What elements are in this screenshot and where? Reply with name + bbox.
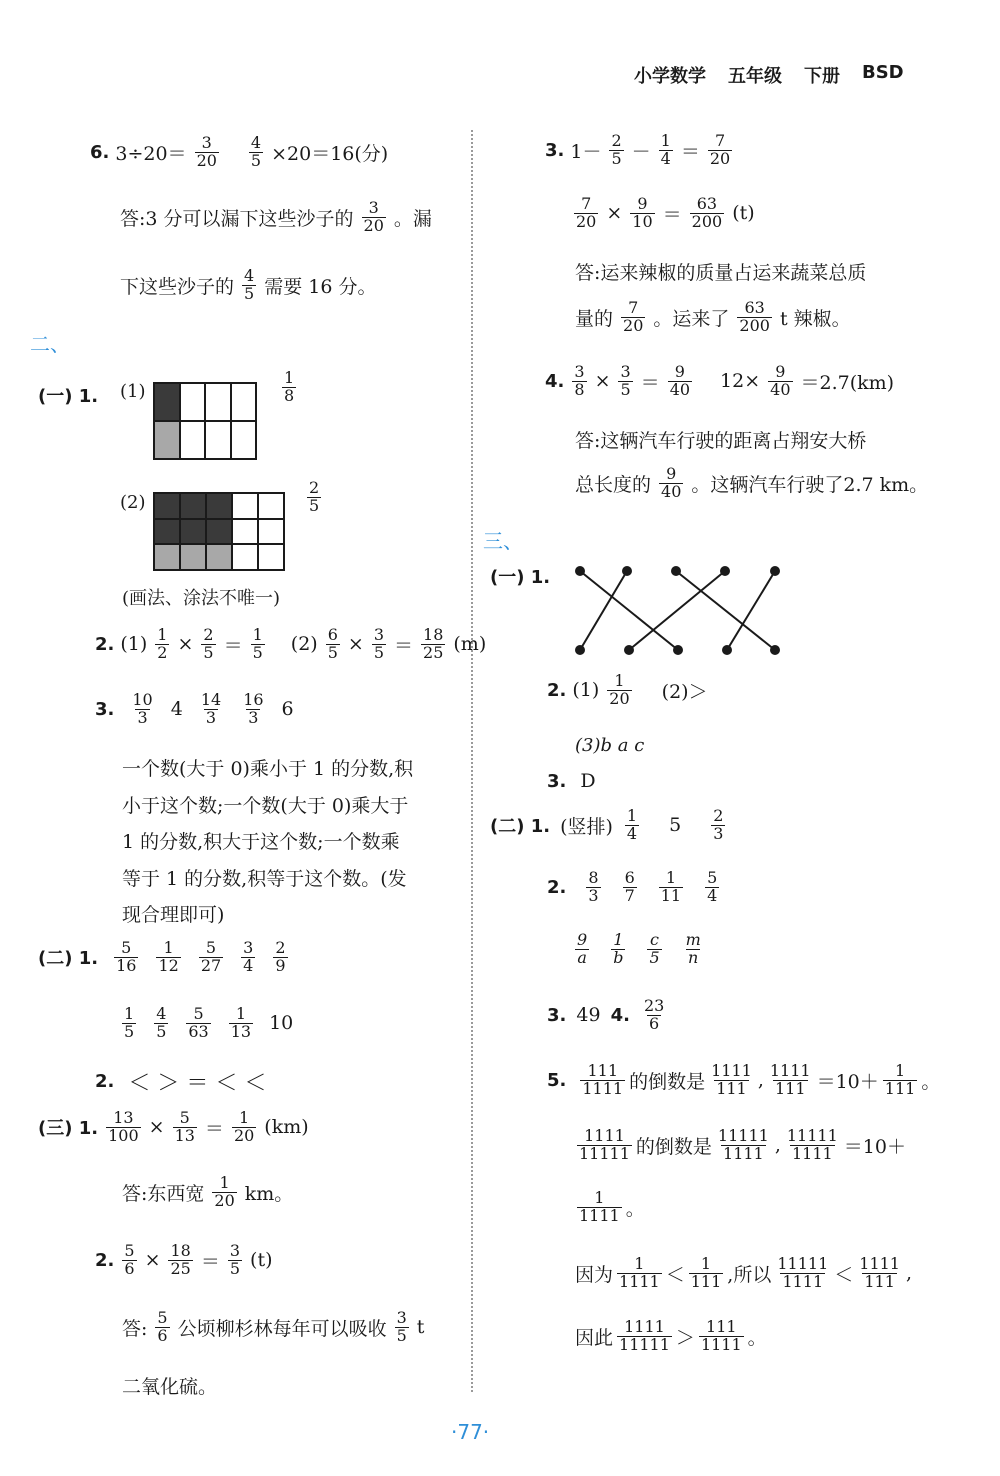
fraction: $\frac{9}{40}$ [770, 362, 791, 399]
text: ,所以 [727, 1263, 772, 1286]
text: ＝10＋ [843, 1135, 906, 1158]
fraction: $\frac{11111}{1111}$ [717, 1126, 769, 1163]
value: 6 [281, 698, 294, 721]
right-p2-q5-line1 [547, 1063, 940, 1098]
fraction: $\frac{7}{20}$ [709, 131, 731, 168]
answer-text: 答: [122, 1317, 148, 1340]
left-p1-sub1: (1) [120, 381, 146, 402]
fraction: $\frac{3}{5}$ [396, 1308, 407, 1345]
left-p2-row2 [120, 1006, 293, 1041]
fraction: $\frac{1111}{11111}$ [619, 1317, 670, 1354]
fraction: $\frac{3}{4}$ [243, 938, 254, 975]
text: ＝10＋ [816, 1070, 879, 1093]
right-q4-line1: 4. $\frac{3}{8}$ × $\frac{3}{5}$ ＝ $\frac{9}{40}$ 12× $\frac{9}{40}$ ＝2.7(km) [545, 362, 895, 399]
right-q3-line2: $\frac{7}{20}$ × $\frac{9}{10}$ ＝ $\frac{63}{200}$ (t) [576, 194, 755, 231]
note: (竖排) [560, 815, 613, 838]
expr: ＝2.7(km) [800, 371, 895, 394]
value: 49 [576, 1004, 601, 1027]
expr: 1－ [570, 140, 602, 163]
fraction: $\frac{c}{5}$ [649, 930, 660, 967]
q3-explanation-line: 现合理即可) [122, 904, 225, 926]
comparison-signs: ＜ ＞ ＝ ＜ ＜ [128, 1071, 267, 1096]
fraction: $\frac{2}{5}$ [203, 625, 214, 662]
unit: (t) [732, 202, 755, 225]
fraction: $\frac{23}{6}$ [643, 996, 665, 1033]
fraction: $\frac{18}{25}$ [170, 1241, 191, 1278]
q6-expr2: ×20＝16(分) [271, 142, 389, 165]
right-p1-q2c: (3)b a c [575, 735, 645, 756]
left-p3-q2-answer2: 二氧化硫。 [122, 1376, 218, 1398]
value: 5 [669, 814, 682, 837]
answer-text: t [416, 1316, 425, 1339]
fraction: $\frac{6}{5}$ [327, 625, 338, 662]
fraction: $\frac{1111}{111}$ [711, 1061, 752, 1098]
q6-expr1: 3÷20＝ [115, 142, 187, 165]
left-q6-line1 [90, 135, 388, 170]
header-edition: BSD [862, 62, 904, 83]
answer-text: 答:3 分可以漏下这些沙子的 [120, 207, 354, 230]
fraction: $\frac{1}{20}$ [609, 671, 630, 708]
answer-text: 总长度的 [575, 473, 652, 496]
text: , [774, 1134, 781, 1157]
fraction: $\frac{5}{16}$ [116, 938, 137, 975]
fraction: $\frac{111}{1111}$ [700, 1317, 742, 1354]
answer-text: km。 [244, 1182, 294, 1205]
text: , [905, 1262, 913, 1285]
fraction: $\frac{10}{3}$ [132, 690, 153, 727]
fraction: $\frac{7}{20}$ [623, 298, 644, 335]
text: ＜ [665, 1263, 685, 1286]
fraction: $\frac{3}{20}$ [363, 198, 384, 235]
fraction: $\frac{5}{4}$ [707, 868, 718, 905]
fraction: $\frac{9}{10}$ [632, 194, 653, 231]
fraction: $\frac{1}{111}$ [884, 1061, 916, 1098]
q3-label: 3. [95, 698, 115, 720]
drawing-note: (画法、涂法不唯一) [122, 588, 281, 609]
fraction: $\frac{5}{6}$ [157, 1308, 168, 1345]
p3-label: (三) 1. [38, 1118, 99, 1140]
grid-figure-1 [153, 382, 257, 460]
fraction: $\frac{1}{20}$ [214, 1173, 235, 1210]
q3-explanation-line: 1 的分数,积大于这个数;一个数乘 [122, 831, 400, 853]
q2-label: 2. [95, 633, 115, 655]
fraction: $\frac{1}{4}$ [626, 806, 638, 843]
header-subject: 小学数学 [634, 66, 706, 87]
right-p1-q2 [547, 673, 708, 708]
fraction: $\frac{1}{2}$ [157, 625, 168, 662]
section-three-heading: 三、 [483, 529, 523, 553]
q3-label: 3. [547, 770, 567, 792]
fraction: $\frac{m}{n}$ [685, 930, 701, 967]
fraction: $\frac{5}{63}$ [188, 1004, 209, 1041]
fraction: $\frac{5}{27}$ [200, 938, 222, 975]
right-p2-q5-line5 [575, 1319, 767, 1354]
page-number: ·77· [451, 1420, 490, 1444]
left-p3-answer [122, 1175, 293, 1210]
fraction: $\frac{3}{5}$ [229, 1241, 241, 1278]
text: 的倒数是 [629, 1070, 706, 1093]
answer-text: 。这辆汽车行驶了2.7 km。 [691, 473, 929, 496]
fraction: $\frac{9}{40}$ [661, 464, 682, 501]
right-p1-label: (一) 1. [490, 567, 551, 588]
fraction: $\frac{1}{1111}$ [619, 1254, 660, 1291]
text: 。 [747, 1326, 767, 1349]
left-p3-q2: 2. $\frac{5}{6}$ × $\frac{18}{25}$ ＝ $\frac{3}{5}$ (t) [95, 1241, 273, 1278]
fraction: $\frac{2}{3}$ [713, 806, 724, 843]
right-q4-answer1: 答:这辆汽车行驶的距离占翔安大桥 [575, 430, 867, 452]
header-volume: 下册 [804, 66, 840, 87]
fraction-2-5: $\frac{2}{5}$ [309, 478, 320, 515]
unit: (m) [453, 633, 487, 656]
text: ＜ [834, 1263, 854, 1286]
left-q2: 2. (1) $\frac{1}{2}$ × $\frac{2}{5}$ ＝ $\frac{1}{5}$ (2) $\frac{6}{5}$ × $\frac{3}{5}$ ＝ $\frac{18}{25}$ (m) [95, 625, 487, 662]
sub-b: (2) [290, 633, 318, 656]
fraction: $\frac{5}{13}$ [174, 1108, 195, 1145]
q2-label: 2. [95, 1071, 115, 1092]
answer-text: t 辣椒。 [779, 307, 851, 330]
page-header [634, 62, 904, 88]
fraction: $\frac{4}{5}$ [244, 266, 255, 303]
q6-label: 6. [90, 141, 110, 163]
left-q3 [95, 692, 294, 727]
q2-label: 2. [95, 1249, 115, 1271]
q4-label: 4. [610, 1004, 630, 1026]
fraction: $\frac{3}{20}$ [196, 133, 217, 170]
fraction: $\frac{1111}{111}$ [859, 1254, 900, 1291]
fraction: $\frac{3}{8}$ [574, 362, 585, 399]
fraction: $\frac{9}{40}$ [669, 362, 691, 399]
fraction: $\frac{1}{12}$ [158, 938, 179, 975]
answer-text: 量的 [575, 307, 614, 330]
sub-a: (1) [572, 679, 600, 702]
q5-label: 5. [547, 1069, 567, 1091]
text: 。 [921, 1070, 941, 1093]
expr: 12× [720, 370, 761, 393]
q2-label: 2. [547, 876, 567, 898]
q4-label: 4. [545, 370, 565, 392]
q2-label: 2. [547, 679, 567, 701]
q3-explanation-line: 小于这个数;一个数(大于 0)乘大于 [122, 795, 409, 817]
fraction: $\frac{2}{9}$ [275, 938, 286, 975]
fraction: $\frac{1}{5}$ [124, 1004, 135, 1041]
left-q6-answer2 [120, 268, 376, 303]
header-grade: 五年级 [728, 66, 782, 87]
unit: (t) [250, 1249, 273, 1272]
answer-text: 下这些沙子的 [120, 275, 235, 298]
left-p3-q2-answer [122, 1310, 424, 1345]
fraction: $\frac{16}{3}$ [243, 690, 264, 727]
fraction: $\frac{1}{11}$ [660, 868, 682, 905]
answer-choice: D [580, 770, 596, 792]
q3-explanation-line: 等于 1 的分数,积等于这个数。(发 [122, 868, 407, 890]
left-p1-sub2: (2) [120, 492, 146, 513]
fraction: $\frac{3}{5}$ [373, 625, 385, 662]
left-q6-answer1 [120, 200, 432, 235]
fraction: $\frac{1}{b}$ [613, 930, 624, 967]
fraction: $\frac{1}{1111}$ [579, 1188, 620, 1225]
p2-label: (二) 1. [38, 948, 99, 970]
q3-label: 3. [547, 1004, 567, 1026]
fraction: $\frac{4}{5}$ [156, 1004, 167, 1041]
fraction: $\frac{18}{25}$ [423, 625, 444, 662]
fraction: $\frac{5}{6}$ [124, 1241, 135, 1278]
text: 的倒数是 [635, 1135, 712, 1158]
column-divider [471, 130, 473, 1392]
text: , [757, 1069, 764, 1092]
fraction: $\frac{11111}{1111}$ [786, 1126, 838, 1163]
fraction: $\frac{2}{5}$ [611, 131, 622, 168]
right-p2-q5-line3 [575, 1190, 645, 1225]
right-p2-q2-row1 [547, 870, 721, 905]
value: 10 [269, 1012, 294, 1035]
left-p1-label: (一) 1. [38, 386, 99, 407]
right-p1-q3 [547, 770, 596, 792]
q3-explanation-line: 一个数(大于 0)乘小于 1 的分数,积 [122, 758, 414, 780]
fraction-1-8: $\frac{1}{8}$ [284, 368, 295, 405]
value: 4 [170, 698, 183, 721]
fraction: $\frac{63}{200}$ [691, 194, 723, 231]
answer-text: 。漏 [393, 207, 432, 230]
right-q4-answer2 [575, 466, 928, 501]
unit: (km) [264, 1116, 309, 1139]
right-q3-answer1: 答:运来辣椒的质量占运来蔬菜总质 [575, 262, 867, 284]
text: 因此 [575, 1326, 614, 1349]
right-p2-q3q4 [547, 998, 668, 1033]
left-p2-q2 [95, 1066, 266, 1097]
grid-figure-2 [153, 492, 285, 571]
fraction: $\frac{4}{5}$ [250, 133, 262, 170]
right-q3-answer2 [575, 300, 851, 335]
right-p2-q5-line4 [575, 1256, 912, 1291]
fraction: $\frac{1111}{11111}$ [579, 1126, 630, 1163]
matching-diagram [570, 560, 790, 660]
fraction: $\frac{1}{20}$ [233, 1108, 255, 1145]
sub-a: (1) [120, 633, 148, 656]
fraction: $\frac{9}{a}$ [577, 930, 588, 967]
p2-label: (二) 1. [490, 816, 551, 838]
fraction: $\frac{6}{7}$ [624, 868, 635, 905]
right-p2-q1 [490, 808, 727, 843]
fraction: $\frac{111}{1111}$ [582, 1061, 624, 1098]
right-p2-q2-row2 [573, 932, 705, 967]
text: 因为 [575, 1263, 614, 1286]
fraction: $\frac{1111}{111}$ [769, 1061, 811, 1098]
fraction: $\frac{11111}{1111}$ [777, 1254, 829, 1291]
q3-label: 3. [545, 139, 565, 161]
answer-text: 需要 16 分。 [264, 275, 377, 298]
fraction: $\frac{3}{5}$ [620, 362, 631, 399]
right-p2-q5-line2 [575, 1128, 906, 1163]
sub-b: (2)＞ [661, 680, 708, 703]
left-p3-q1: (三) 1. $\frac{13}{100}$ × $\frac{5}{13}$ ＝ $\frac{1}{20}$ (km) [38, 1108, 309, 1145]
answer-text: 答:东西宽 [122, 1182, 205, 1205]
fraction: $\frac{1}{111}$ [690, 1254, 722, 1291]
fraction: $\frac{1}{13}$ [230, 1004, 252, 1041]
section-two-heading: 二、 [30, 332, 70, 356]
text: 。 [625, 1197, 645, 1220]
answer-text: 。运来了 [653, 307, 730, 330]
fraction: $\frac{8}{3}$ [588, 868, 599, 905]
left-p2-row1 [38, 940, 290, 975]
fraction: $\frac{63}{200}$ [739, 298, 770, 335]
fraction: $\frac{7}{20}$ [576, 194, 597, 231]
right-q3-line1: 3. 1－ $\frac{2}{5}$ － $\frac{1}{4}$ ＝ $\frac{7}{20}$ [545, 131, 731, 168]
fraction: $\frac{1}{5}$ [252, 625, 263, 662]
fraction: $\frac{13}{100}$ [108, 1108, 139, 1145]
fraction: $\frac{1}{4}$ [660, 131, 671, 168]
fraction: $\frac{14}{3}$ [200, 690, 222, 727]
text: ＞ [675, 1326, 695, 1349]
answer-text: 公顷柳杉林每年可以吸收 [177, 1317, 387, 1340]
